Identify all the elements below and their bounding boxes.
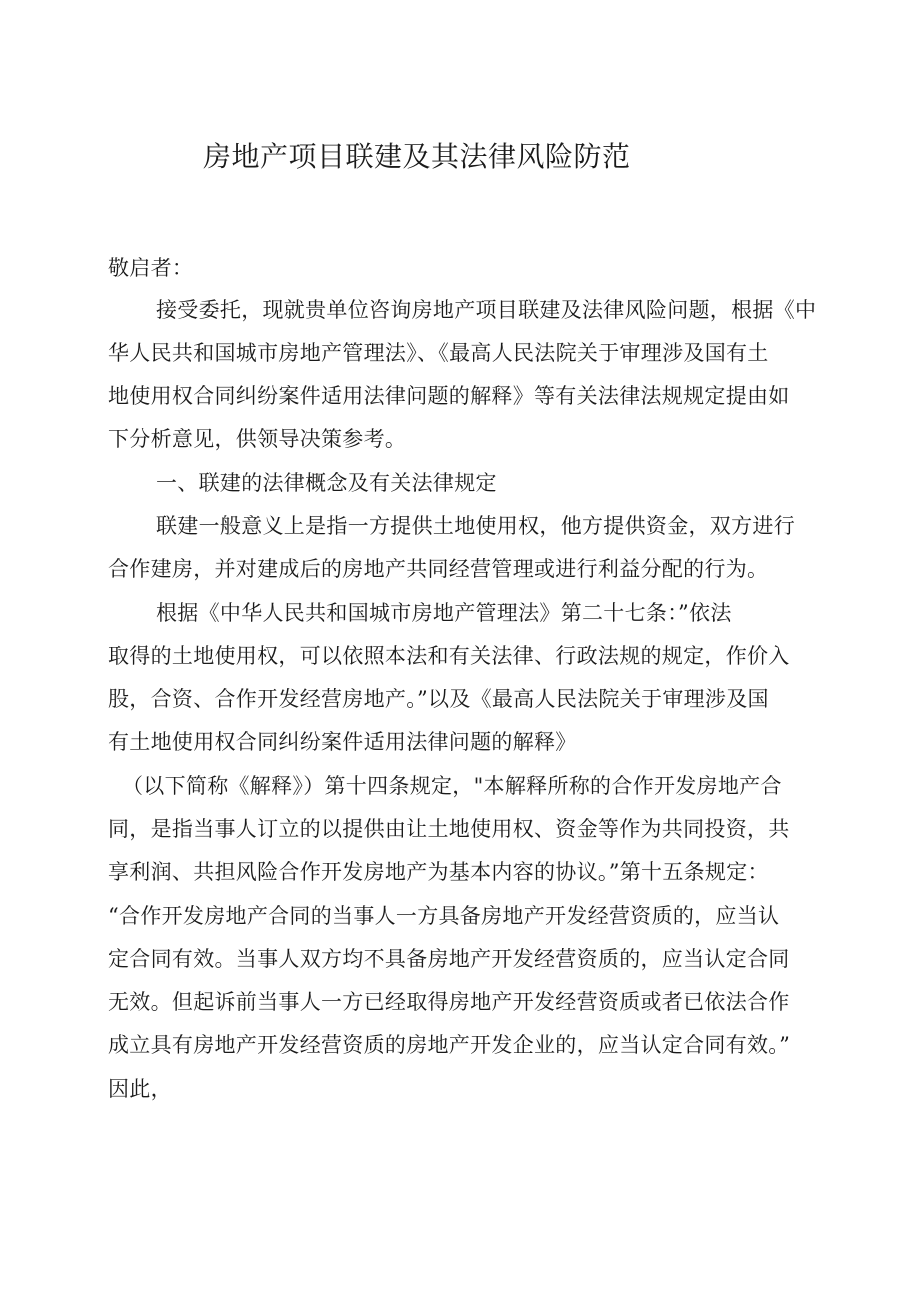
- text-line: 成立具有房地产开发经营资质的房地产开发企业的，应当认定合同有效。”: [108, 1033, 791, 1057]
- text-line: 同，是指当事人订立的以提供由让土地使用权、资金等作为共同投资，共: [108, 817, 790, 841]
- text-line: 接受委托，现就贵单位咨询房地产项目联建及法律风险问题，根据《中: [156, 298, 817, 322]
- text-line: 华人民共和国城市房地产管理法》、《最高人民法院关于审理涉及国有土: [108, 341, 769, 365]
- text-line: 合作建房，并对建成后的房地产共同经营管理或进行利益分配的行为。: [108, 557, 769, 581]
- text-line: 定合同有效。当事人双方均不具备房地产开发经营资质的，应当认定合同: [108, 947, 790, 971]
- text-line: 根据《中华人民共和国城市房地产管理法》第二十七条：”依法: [156, 601, 732, 625]
- text-line: 下分析意见，供领导决策参考。: [108, 427, 407, 451]
- salutation: 敬启者：: [108, 256, 194, 280]
- text-line: 地使用权合同纠纷案件适用法律问题的解释》等有关法律法规规定提由如: [108, 384, 790, 408]
- document-title: 房地产项目联建及其法律风险防范: [203, 140, 631, 173]
- text-line: 股，合资、合作开发经营房地产。”以及《最高人民法院关于审理涉及国: [108, 687, 769, 711]
- text-line: “合作开发房地产合同的当事人一方具备房地产开发经营资质的，应当认: [108, 904, 780, 928]
- text-line: 联建一般意义上是指一方提供土地使用权，他方提供资金，双方进行: [156, 514, 795, 538]
- section-heading: 一、联建的法律概念及有关法律规定: [156, 471, 497, 495]
- text-line: 因此，: [108, 1077, 172, 1101]
- text-line: 有土地使用权合同纠纷案件适用法律问题的解释》: [108, 730, 577, 754]
- text-line: 取得的土地使用权，可以依照本法和有关法律、行政法规的规定，作价入: [108, 644, 790, 668]
- text-line: 享利润、共担风险合作开发房地产为基本内容的协议。”第十五条规定：: [108, 860, 769, 884]
- text-line: 无效。但起诉前当事人一方已经取得房地产开发经营资质或者已依法合作: [108, 990, 790, 1014]
- text-line: （以下简称《解释》）第十四条规定，"本解释所称的合作开发房地产合: [122, 774, 782, 798]
